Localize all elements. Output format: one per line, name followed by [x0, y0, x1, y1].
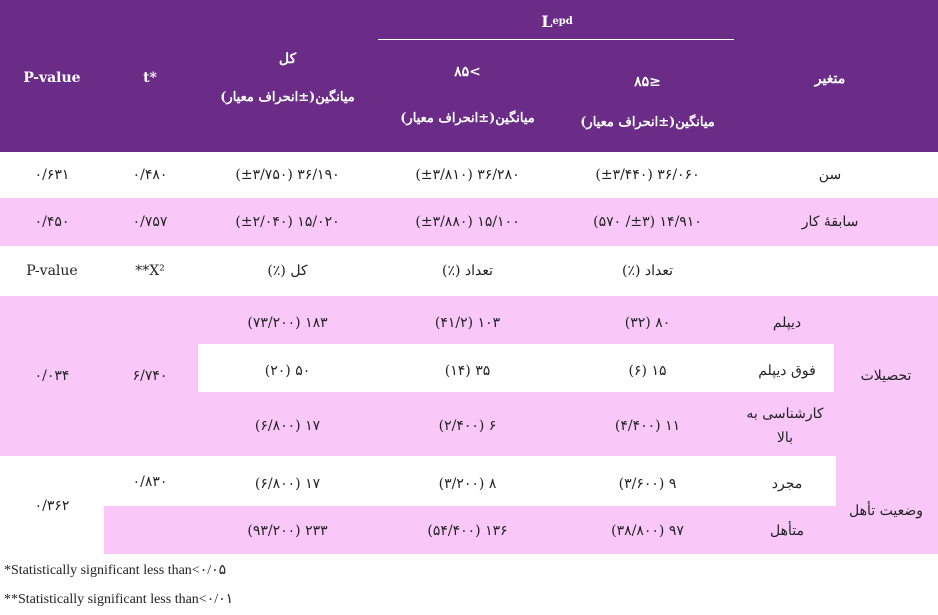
- subheader-x2: **X²: [135, 263, 165, 279]
- age-t: ۰/۴۸۰: [132, 167, 168, 183]
- footnote-1: *Statistically significant less than<۰/۰۵: [4, 563, 227, 578]
- header-le85: ۸۵≥: [560, 70, 735, 94]
- edu1-le85: ۸۰ (۳۲): [624, 315, 671, 331]
- header-gt85: ۸۵<: [380, 60, 555, 84]
- education-label: تحصیلات: [860, 368, 912, 384]
- experience-le85: ۱۴/۹۱۰ (±۳/ ۵۷۰): [593, 214, 702, 230]
- experience-gt85: ۱۵/۱۰۰ (±۳/۸۸۰): [415, 214, 520, 230]
- header-divider: [378, 39, 734, 40]
- header-le85-sub: میانگین(±انحراف معیار): [560, 110, 735, 134]
- header-pvalue: P-value: [0, 60, 104, 96]
- edu2-label: فوق دیپلم: [758, 363, 816, 379]
- mar1-gt85: ۸ (۳/۲۰۰): [438, 476, 497, 492]
- edu2-le85: ۱۵ (۶): [628, 363, 667, 379]
- edu3-label: کارشناسی به بالا: [746, 406, 824, 446]
- edu1-label: دیپلم: [772, 315, 802, 331]
- mar2-total: ۲۳۳ (۹۳/۲۰۰): [247, 523, 328, 539]
- edu3-gt85: ۶ (۲/۴۰۰): [438, 418, 497, 434]
- age-label: سن: [818, 167, 842, 183]
- footnote-2: **Statistically significant less than<۰/۰۱: [4, 592, 234, 607]
- marital-pvalue: ۰/۳۶۲: [34, 498, 70, 514]
- education-pvalue: ۰/۰۳۴: [34, 368, 70, 384]
- header-gt85-sub: میانگین(±انحراف معیار): [400, 98, 535, 140]
- marital-label: وضعیت تأهل: [849, 503, 923, 519]
- header-variable: متغیر: [760, 64, 900, 94]
- subheader-total: کل (٪): [267, 263, 308, 279]
- experience-t: ۰/۷۵۷: [132, 214, 168, 230]
- mar1-label: مجرد: [771, 476, 803, 492]
- mar2-label: متأهل: [770, 523, 804, 539]
- mar2-gt85: ۱۳۶ (۵۴/۴۰۰): [427, 523, 508, 539]
- subheader-count-gt: تعداد (٪): [441, 263, 494, 279]
- experience-pvalue: ۰/۴۵۰: [34, 214, 70, 230]
- subheader-pvalue: P-value: [26, 263, 78, 279]
- age-le85: ۳۶/۰۶۰ (±۳/۴۴۰): [595, 167, 700, 183]
- edu3-total: ۱۷ (۶/۸۰۰): [254, 418, 321, 434]
- experience-label: سابقهٔ کار: [801, 214, 859, 230]
- edu2-gt85: ۳۵ (۱۴): [444, 363, 491, 379]
- mar1-total: ۱۷ (۶/۸۰۰): [254, 476, 321, 492]
- lepd-subscript: epd: [552, 15, 573, 27]
- experience-total: ۱۵/۰۲۰ (±۲/۰۴۰): [235, 214, 340, 230]
- lepd-letter: L: [541, 11, 553, 31]
- subheader-count-le: تعداد (٪): [621, 263, 674, 279]
- edu1-total: ۱۸۳ (۷۳/۲۰۰): [247, 315, 328, 331]
- header-t: t*: [104, 60, 196, 96]
- education-x2: ۶/۷۴۰: [132, 368, 168, 384]
- header-total-sub: میانگین(±انحراف معیار): [200, 84, 375, 110]
- age-total: ۳۶/۱۹۰ (±۳/۷۵۰): [235, 167, 340, 183]
- edu1-gt85: ۱۰۳ (۴۱/۲): [434, 315, 501, 331]
- edu3-le85: ۱۱ (۴/۴۰۰): [614, 418, 681, 434]
- mar2-le85: ۹۷ (۳۸/۸۰۰): [611, 523, 684, 539]
- header-total: کل: [200, 46, 375, 72]
- lepd-heading: [380, 6, 734, 36]
- age-pvalue: ۰/۶۳۱: [34, 167, 70, 183]
- edu2-total: ۵۰ (۲۰): [264, 363, 311, 379]
- marital-x2: ۰/۸۳۰: [132, 474, 168, 490]
- mar1-le85: ۹ (۳/۶۰۰): [618, 476, 677, 492]
- age-gt85: ۳۶/۲۸۰ (±۳/۸۱۰): [415, 167, 520, 183]
